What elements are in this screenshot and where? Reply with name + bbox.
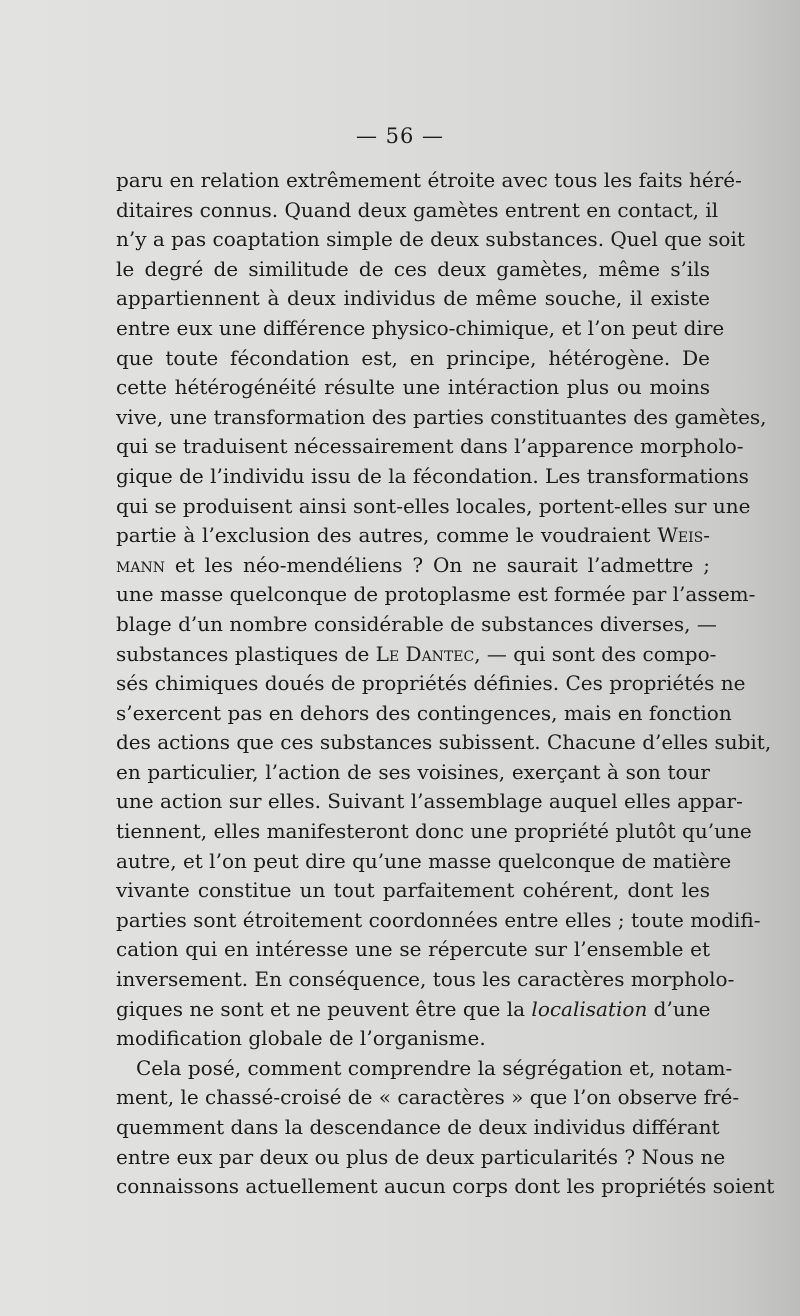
text-line: paru en relation extrêmement étroite avec tous les faits héré- [116,168,742,192]
text-line: appartiennent à deux individus de même souche, il existe [116,286,710,311]
text-line [116,640,717,670]
text-line [116,995,710,1025]
text-line: vive, une transformation des parties constituantes des gamètes, [116,404,767,429]
body-text [116,166,775,1202]
text-line: cette hétérogénéité résulte une intéraction plus ou moins [116,375,710,400]
text-line [116,551,710,581]
text-line: inversement. En conséquence, tous les caractères morpholo- [116,967,735,992]
text-line: n’y a pas coaptation simple de deux substances. Quel que soit [116,227,745,252]
text-line: entre eux par deux ou plus de deux particularités ? Nous ne [116,1144,726,1169]
text-line: le degré de similitude de ces deux gamètes, même s’ils [116,256,710,281]
text-line: qui se traduisent nécessairement dans l’apparence morpholo- [116,434,744,459]
text-run: giques ne sont et ne peuvent être que la [116,996,532,1021]
text-line: blage d’un nombre considérable de substances diverses, — [116,611,717,636]
text-line: que toute fécondation est, en principe, hétérogène. De [116,345,710,370]
text-line: autre, et l’on peut dire qu’une masse quelconque de matière [116,848,732,873]
page-number: — 56 — [355,124,445,148]
text-line [116,521,710,551]
text-run: partie à l’exclusion des autres, comme le voudraient [116,523,658,548]
author-name-le-dantec: Le Dantec [375,641,475,666]
text-line: s’exercent pas en dehors des contingences, mais en fonction [116,700,732,725]
text-line: en particulier, l’action de ses voisines, exerçant à son tour [116,759,710,784]
text-run: et les néo-mendéliens ? On ne saurait l’admettre ; [164,552,710,577]
text-line: connaissons actuellement aucun corps dont les propriétés soient [116,1174,775,1199]
text-line: des actions que ces substances subissent. Chacune d’elles subit, [116,730,772,755]
author-name-weismann: Weis- [657,523,710,548]
italic-term: localisation [531,996,648,1021]
text-line: tiennent, elles manifesteront donc une propriété plutôt qu’une [116,819,752,844]
text-line: une action sur elles. Suivant l’assemblage auquel elles appar- [116,789,743,814]
text-line: vivante constitue un tout parfaitement cohérent, dont les [116,878,710,903]
paragraph-first-line: Cela posé, comment comprendre la ségrégation et, notam- [136,1055,733,1080]
text-line: qui se produisent ainsi sont-elles locales, portent-elles sur une [116,493,751,518]
text-line: entre eux une différence physico-chimique, et l’on peut dire [116,315,725,340]
text-line: ditaires connus. Quand deux gamètes entrent en contact, il [116,197,719,222]
text-run: , — qui sont des compo- [474,641,717,666]
text-line: quemment dans la descendance de deux individus différant [116,1115,720,1139]
text-line: une masse quelconque de protoplasme est formée par l’assem- [116,582,756,607]
text-line: parties sont étroitement coordonnées entre elles ; toute modifi- [116,907,761,932]
text-run: d’une [647,996,711,1021]
text-line: gique de l’individu issu de la fécondation. Les transformations [116,463,749,488]
text-line: sés chimiques doués de propriétés définies. Ces propriétés ne [116,671,746,696]
text-line: ment, le chassé-croisé de « caractères » que l’on observe fré- [116,1085,740,1110]
text-run: substances plastiques de [116,641,376,666]
paragraph-last-line: modification globale de l’organisme. [116,1026,486,1051]
author-name-weismann-cont: mann [116,552,165,577]
text-line: cation qui en intéresse une se répercute sur l’ensemble et [116,937,710,962]
